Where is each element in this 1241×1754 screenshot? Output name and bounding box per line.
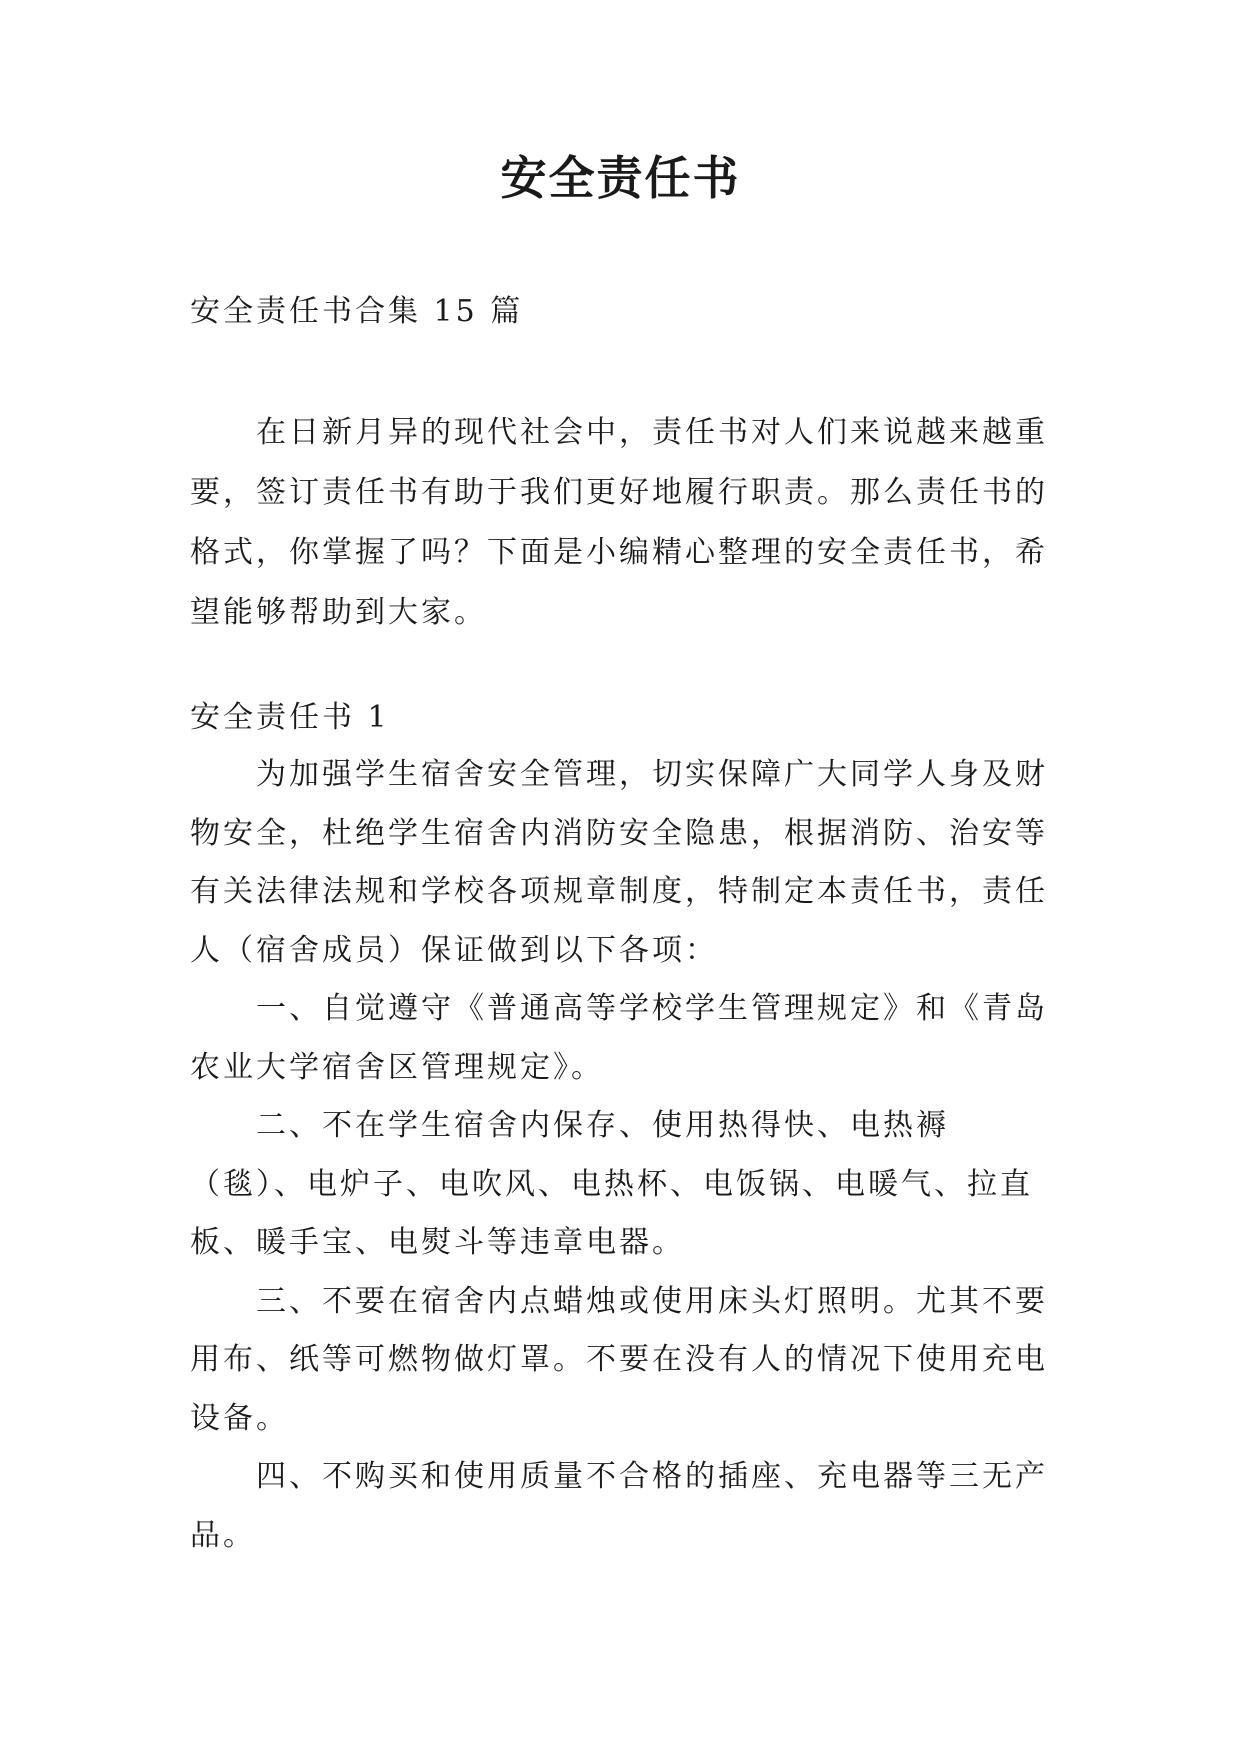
section-body: [190, 746, 1050, 1565]
document-subtitle: 安全责任书合集 15 篇: [190, 294, 524, 329]
document-title: 安全责任书: [500, 151, 741, 205]
section-heading: 安全责任书 1: [190, 700, 390, 735]
body-paragraph: 为加强学生宿舍安全管理，切实保障广大同学人身及财物安全，杜绝学生宿舍内消防安全隐患，根据消防、治安等有关法律法规和学校各项规章制度，特制定本责任书，责任人（宿舍成员）保证做到以下各项：: [190, 757, 1048, 968]
rule-paragraph-2: 二、不在学生宿舍内保存、使用热得快、电热褥（毯）、电炉子、电吹风、电热杯、电饭锅、电暖气、拉直板、暖手宝、电熨斗等违章电器。: [190, 1108, 1033, 1260]
intro-paragraph: 在日新月异的现代社会中，责任书对人们来说越来越重要，签订责任书有助于我们更好地履行职责。那么责任书的格式，你掌握了吗？下面是小编精心整理的安全责任书，希望能够帮助到大家。: [190, 415, 1048, 630]
rule-paragraph-1: 一、自觉遵守《普通高等学校学生管理规定》和《青岛农业大学宿舍区管理规定》。: [190, 991, 1048, 1085]
rule-paragraph-4: 四、不购买和使用质量不合格的插座、充电器等三无产品。: [190, 1459, 1048, 1553]
rule-paragraph-3: 三、不要在宿舍内点蜡烛或使用床头灯照明。尤其不要用布、纸等可燃物做灯罩。不要在没有人的情况下使用充电设备。: [190, 1283, 1048, 1436]
